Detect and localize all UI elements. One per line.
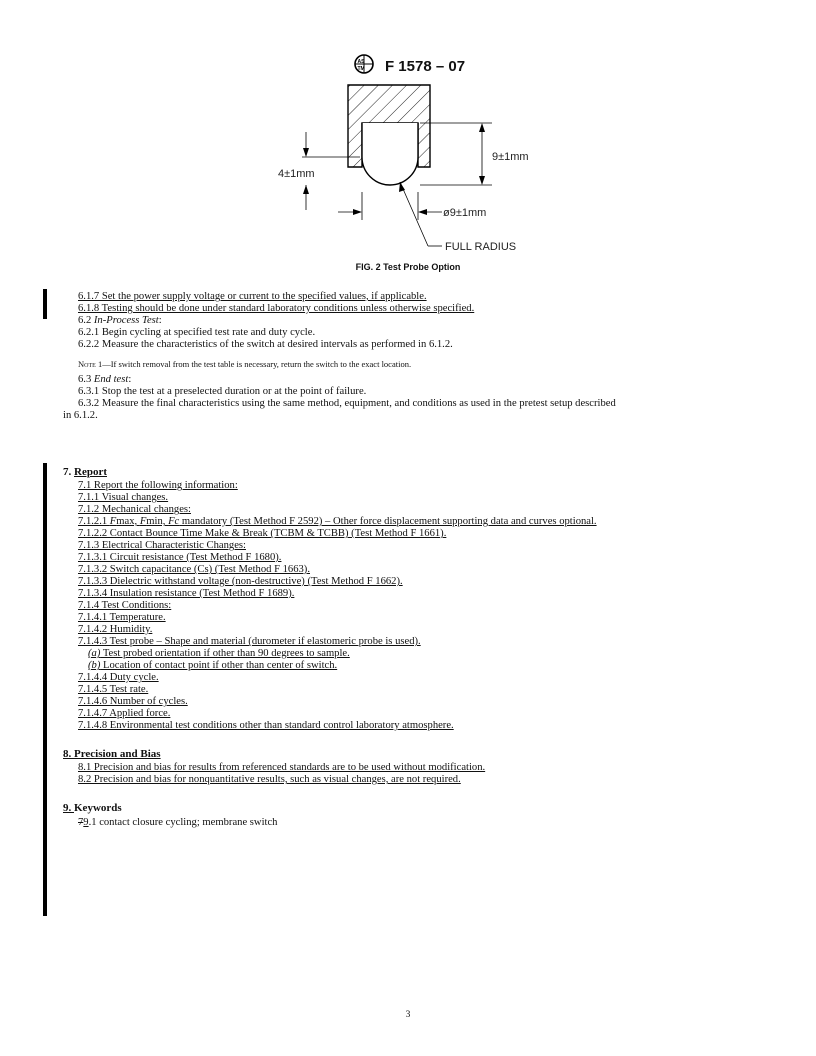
item-7-1-3-1: 7.1.3.1 Circuit resistance (Test Method F 1680). [78,552,282,563]
dimension-9mm [420,123,529,185]
item-7-1-4-1: 7.1.4.1 Temperature. [78,612,166,623]
item-7-1-1: 7.1.1 Visual changes. [78,492,169,503]
item-text: Location of contact point if other than center of switch. [100,660,338,671]
item-7-1-4-3: 7.1.4.3 Test probe – Shape and material (durometer if elastomeric probe is used). [78,636,421,647]
page-number: 3 [405,1010,411,1020]
section-number: 6.2 [78,315,94,326]
item-7-1-4-2: 7.1.4.2 Humidity. [78,624,153,635]
para-6-2 [78,315,162,327]
svg-text:AS: AS [357,59,365,65]
item-7-1-3: 7.1.3 Electrical Characteristic Changes: [78,540,246,551]
item-7-1-4-4: 7.1.4.4 Duty cycle. [78,672,159,683]
item-7-1-4-8: 7.1.4.8 Environmental test conditions other than standard control laboratory atmosphere. [78,720,454,731]
inserted-text: 9 [83,817,89,828]
symbol-f: F [109,516,117,527]
item-7-1-4-7: 7.1.4.7 Applied force. [78,708,171,719]
section-colon: : [128,374,132,385]
astm-logo [351,54,377,79]
label-9mm: 9±1mm [492,151,529,163]
section-9-heading [63,802,122,814]
item-b [88,660,337,672]
item-7-1-4: 7.1.4 Test Conditions: [78,600,172,611]
note-label: Note [78,359,96,369]
note-text: 1—If switch removal from the test table is necessary, return the switch to the exact location. [95,359,412,369]
section-number: 6.3 [78,374,94,385]
change-bar [43,463,47,916]
label-diameter: ø9±1mm [443,207,487,219]
section-colon: : [158,315,162,326]
label-full-radius: FULL RADIUS [445,241,517,253]
symbol-f: F [139,516,147,527]
deleted-text: 7 [78,817,84,828]
para-6-1-7: 6.1.7 Set the power supply voltage or current to the specified values, if applicable. [78,291,427,302]
section-8-heading: 8. Precision and Bias [63,748,161,760]
dimension-diameter [338,192,486,220]
item-7-1-2-1 [78,516,597,528]
symbol-fc: Fc [168,516,180,527]
item-label: (a) [88,648,101,659]
item-7-1-2: 7.1.2 Mechanical changes: [78,504,191,515]
para-6-3-2: 6.3.2 Measure the final characteristics using the same method, equipment, and conditions as used in the pretest setup described [78,398,616,409]
para-6-2-1: 6.2.1 Begin cycling at specified test rate and duty cycle. [78,327,316,338]
item-text: mandatory (Test Method F 2592) – Other force displacement supporting data and curves optional. [179,516,597,527]
item-7-1-4-6: 7.1.4.6 Number of cycles. [78,696,188,707]
svg-text:TM: TM [357,66,365,72]
section-number: 7. [63,466,74,478]
item-text: Test probed orientation if other than 90 degrees to sample. [100,648,350,659]
designation: F 1578 – 07 [384,58,466,75]
figure-caption: FIG. 2 Test Probe Option [355,262,461,272]
item-label: (b) [88,660,101,671]
item-8-2: 8.2 Precision and bias for nonquantitative results, such as visual changes, are not required. [78,774,461,785]
item-a [88,648,350,660]
section-title: Report [74,466,107,478]
para-6-3 [78,374,131,386]
para-6-2-2: 6.2.2 Measure the characteristics of the switch at desired intervals as performed in 6.1.2. [78,339,453,350]
item-7-1-3-4: 7.1.3.4 Insulation resistance (Test Method F 1689). [78,588,295,599]
keywords-text: .1 contact closure cycling; membrane switch [88,817,278,828]
keywords-para [78,817,277,829]
section-title: End test [93,374,129,385]
para-6-3-1: 6.3.1 Stop the test at a preselected duration or at the point of failure. [78,386,367,397]
section-title: Keywords [74,802,122,814]
label-4mm: 4±1mm [278,168,315,180]
symbol-suffix: max, [116,516,140,527]
section-7-heading [63,466,107,478]
section-number: 9. [63,802,74,814]
test-probe-figure [270,80,570,260]
note-1 [78,358,411,370]
para-6-3-2-cont: in 6.1.2. [63,410,98,421]
item-7-1-3-3: 7.1.3.3 Dielectric withstand voltage (non-destructive) (Test Method F 1662). [78,576,403,587]
change-bar [43,289,47,319]
item-7-1-3-2: 7.1.3.2 Switch capacitance (Cs) (Test Method F 1663). [78,564,310,575]
item-7-1-4-5: 7.1.4.5 Test rate. [78,684,149,695]
item-number: 7.1.2.1 [78,516,110,527]
item-7-1: 7.1 Report the following information: [78,480,238,491]
para-6-1-8: 6.1.8 Testing should be done under standard laboratory conditions unless otherwise specified. [78,303,475,314]
section-title: In-Process Test [93,315,159,326]
item-7-1-2-2: 7.1.2.2 Contact Bounce Time Make & Break (TCBM & TCBB) (Test Method F 1661). [78,528,447,539]
probe-tip [362,123,418,185]
item-8-1: 8.1 Precision and bias for results from referenced standards are to be used without modification. [78,762,486,773]
symbol-suffix: min, [146,516,169,527]
page-header [0,54,816,79]
